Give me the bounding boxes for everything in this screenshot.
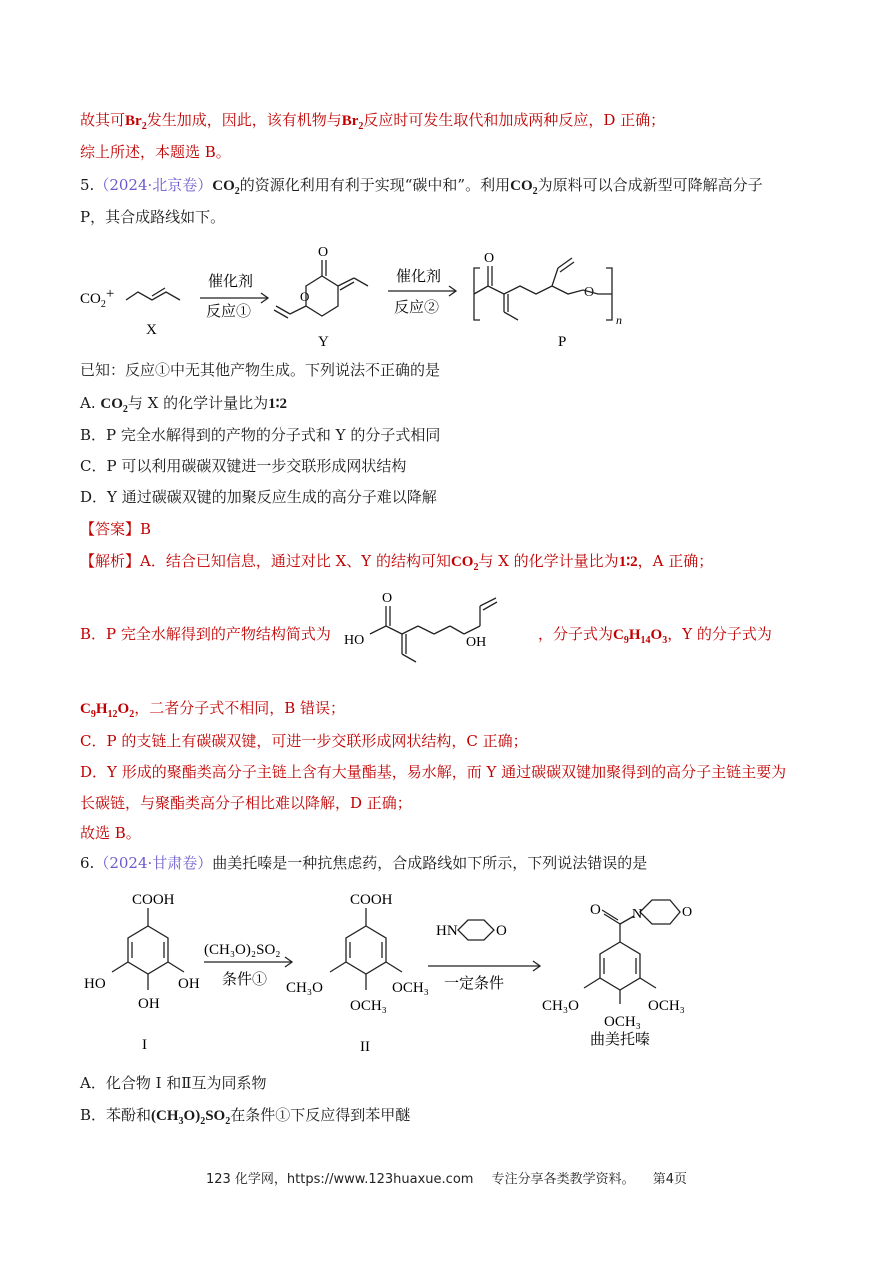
formula-co2: CO	[450, 554, 474, 570]
ch3o-label: CH₃O	[286, 980, 323, 996]
q6-option-a: A．化合物 I 和Ⅱ互为同系物	[80, 1074, 267, 1092]
page-footer	[0, 1168, 893, 1187]
oh-label-right: OH	[178, 976, 200, 992]
polymer-ether-o: O	[584, 285, 595, 300]
footer-slogan: 专注分享各类教学资料。	[491, 1172, 635, 1187]
q5-option-d: D．Y 通过碳碳双键的加聚反应生成的高分子难以降解	[80, 488, 437, 506]
subscript: 3	[178, 1116, 184, 1127]
subscript: 2	[473, 562, 479, 573]
lactone-ring	[306, 276, 338, 316]
prev-explanation-line	[80, 110, 665, 137]
q5-explanation-a	[80, 551, 713, 578]
compound-ii-ring	[346, 926, 386, 974]
formula-part: H	[628, 627, 641, 643]
q5-explanation-c: C．P 的支链上有碳碳双键，可进一步交联形成网状结构，C 正确；	[80, 732, 528, 750]
q5-stem	[80, 175, 763, 202]
q6-synthesis-scheme	[80, 884, 720, 1060]
text: ，Y 的分子式为	[667, 625, 772, 643]
product-carbonyl-o: O	[590, 902, 601, 918]
formula-part: (CH	[151, 1108, 179, 1124]
product-och3-bottom: OCH₃	[604, 1014, 641, 1030]
option-letter: A.	[80, 394, 96, 412]
product-och3-right: OCH₃	[648, 998, 685, 1014]
compound-i-label: I	[142, 1037, 147, 1053]
q5-stem-line2: P，其合成路线如下。	[80, 208, 226, 226]
text: 的资源化利用有利于实现“碳中和”。利用	[239, 176, 511, 194]
morpholine-reagent	[458, 920, 494, 940]
subscript: 2	[141, 121, 147, 132]
oh-label-bottom: OH	[138, 996, 160, 1012]
compound-y-label: Y	[318, 334, 329, 350]
formula-part: O	[117, 701, 130, 717]
morpholine-o: O	[496, 923, 507, 939]
hn-label: HN	[436, 923, 458, 939]
text: 发生加成，因此，该有机物与	[146, 111, 342, 129]
text: 与 X 的化学计量比为	[127, 394, 269, 412]
polymer-p-label: P	[558, 334, 567, 350]
co2-label: $CO_2+$	[80, 286, 115, 310]
cooh-label: COOH	[132, 892, 175, 908]
formula-br: Br	[341, 113, 359, 129]
polymer-carbonyl-o: O	[484, 251, 495, 266]
product-n: N	[632, 907, 643, 922]
question-source: （2024·甘肃卷）	[94, 854, 213, 872]
subscript: 9	[90, 709, 96, 720]
question-number: 6.	[80, 854, 95, 872]
text: 为原料可以合成新型可降解高分子	[537, 176, 763, 194]
text: 故其可	[80, 111, 126, 129]
product-morpholine-o: O	[682, 905, 693, 920]
subscript: 2	[122, 404, 128, 415]
text: B．P 完全水解得到的产物结构简式为	[80, 625, 331, 643]
product-ring	[600, 942, 640, 990]
formula-co2: CO	[100, 396, 123, 412]
subscript: 2	[225, 1116, 231, 1127]
q5-option-c: C．P 可以利用碳碳双键进一步交联形成网状结构	[80, 457, 407, 475]
ho-label-left: HO	[84, 976, 106, 992]
formula-co2: CO	[212, 178, 235, 194]
acid-ho: HO	[344, 633, 365, 648]
product-ch3o: CH₃O	[542, 998, 579, 1014]
text: ，A 正确；	[637, 552, 714, 570]
subscript: 2	[358, 121, 364, 132]
q5-known: 已知：反应①中无其他产物生成。下列说法不正确的是	[80, 361, 441, 379]
formula-part: C	[613, 627, 624, 643]
subscript: 2	[532, 186, 538, 197]
ratio: 1∶2	[618, 554, 638, 570]
och3-label-bottom: OCH₃	[350, 998, 387, 1014]
text: ，二者分子式不相同，B 错误；	[134, 699, 345, 717]
compound-ii-label: II	[360, 1039, 370, 1055]
q5-answer: 【答案】B	[80, 520, 152, 538]
page-number: 第4页	[652, 1172, 688, 1187]
subscript: 14	[640, 635, 651, 646]
ring-o: O	[300, 289, 310, 304]
q5-explanation-b-cont	[80, 698, 345, 725]
catalyst-label-1: 催化剂	[208, 274, 254, 290]
subscript: 9	[623, 635, 629, 646]
explanation-tag: 【解析】	[80, 552, 141, 570]
condition-2: 一定条件	[444, 976, 505, 992]
subscript: 12	[107, 709, 118, 720]
q5-option-a	[80, 393, 287, 420]
q5-explanation-d: D．Y 形成的聚酯类高分子主链上含有大量酯基，易水解，而 Y 通过碳碳双键加聚得到的高分子主链主要为	[80, 763, 787, 781]
text: 反应时可发生取代和加成两种反应，D 正确；	[363, 111, 666, 129]
footer-site: 123 化学网，https://www.123huaxue.com	[205, 1172, 474, 1187]
q5-conclusion: 故选 B。	[80, 824, 141, 842]
catalyst-label-2: 催化剂	[396, 269, 442, 285]
product-morpholine-ring	[640, 900, 680, 924]
text: B．苯酚和	[80, 1106, 152, 1124]
q6-option-b	[80, 1105, 410, 1132]
q6-stem	[80, 853, 647, 873]
condition-1: 条件①	[222, 972, 268, 988]
ratio: 1∶2	[268, 396, 288, 412]
q5-synthesis-scheme	[78, 236, 638, 354]
q5-option-b: B．P 完全水解得到的产物的分子式和 Y 的分子式相同	[80, 426, 441, 444]
och3-label-right: OCH₃	[392, 980, 429, 996]
text: 在条件①下反应得到苯甲醚	[230, 1106, 411, 1124]
formula-part: C	[80, 701, 91, 717]
q5-explanation-b-text	[80, 624, 331, 644]
compound-x-label: X	[146, 322, 157, 338]
prev-summary: 综上所述，本题选 B。	[80, 143, 231, 161]
text: A．结合已知信息，通过对比 X、Y 的结构可知	[140, 552, 451, 570]
hydrolysis-product-structure	[340, 586, 540, 682]
formula-part: SO	[205, 1108, 226, 1124]
q5-explanation-d-cont: 长碳链，与聚酯类高分子相比难以降解，D 正确；	[80, 794, 412, 812]
alcohol-oh: OH	[466, 635, 487, 650]
q5-explanation-b-formula	[538, 624, 772, 651]
question-number: 5.	[80, 176, 95, 194]
subscript: 2	[200, 1116, 206, 1127]
carbonyl-o: O	[318, 245, 329, 260]
formula-part: O	[650, 627, 663, 643]
reaction-1-label: 反应①	[206, 304, 252, 320]
subscript: 2	[129, 709, 135, 720]
subscript: 2	[234, 186, 240, 197]
formula-co2: CO	[510, 178, 533, 194]
question-source: （2024·北京卷）	[94, 176, 213, 194]
acid-carbonyl-o: O	[382, 591, 393, 606]
repeat-n: n	[616, 313, 622, 327]
formula-part: O)	[183, 1108, 201, 1124]
text: 与 X 的化学计量比为	[478, 552, 619, 570]
product-label: 曲美托嗪	[590, 1032, 651, 1048]
formula-br: Br	[125, 113, 142, 129]
reagent-dimethyl-sulfate: (CH₃O)₂SO₂	[204, 942, 281, 958]
text: ，分子式为	[538, 625, 614, 643]
text: 曲美托嗪是一种抗焦虑药，合成路线如下所示，下列说法错误的是	[212, 854, 648, 872]
formula-part: H	[95, 701, 108, 717]
cooh-label: COOH	[350, 892, 393, 908]
compound-i-ring	[128, 926, 168, 974]
subscript: 3	[662, 635, 668, 646]
reaction-2-label: 反应②	[394, 300, 440, 316]
